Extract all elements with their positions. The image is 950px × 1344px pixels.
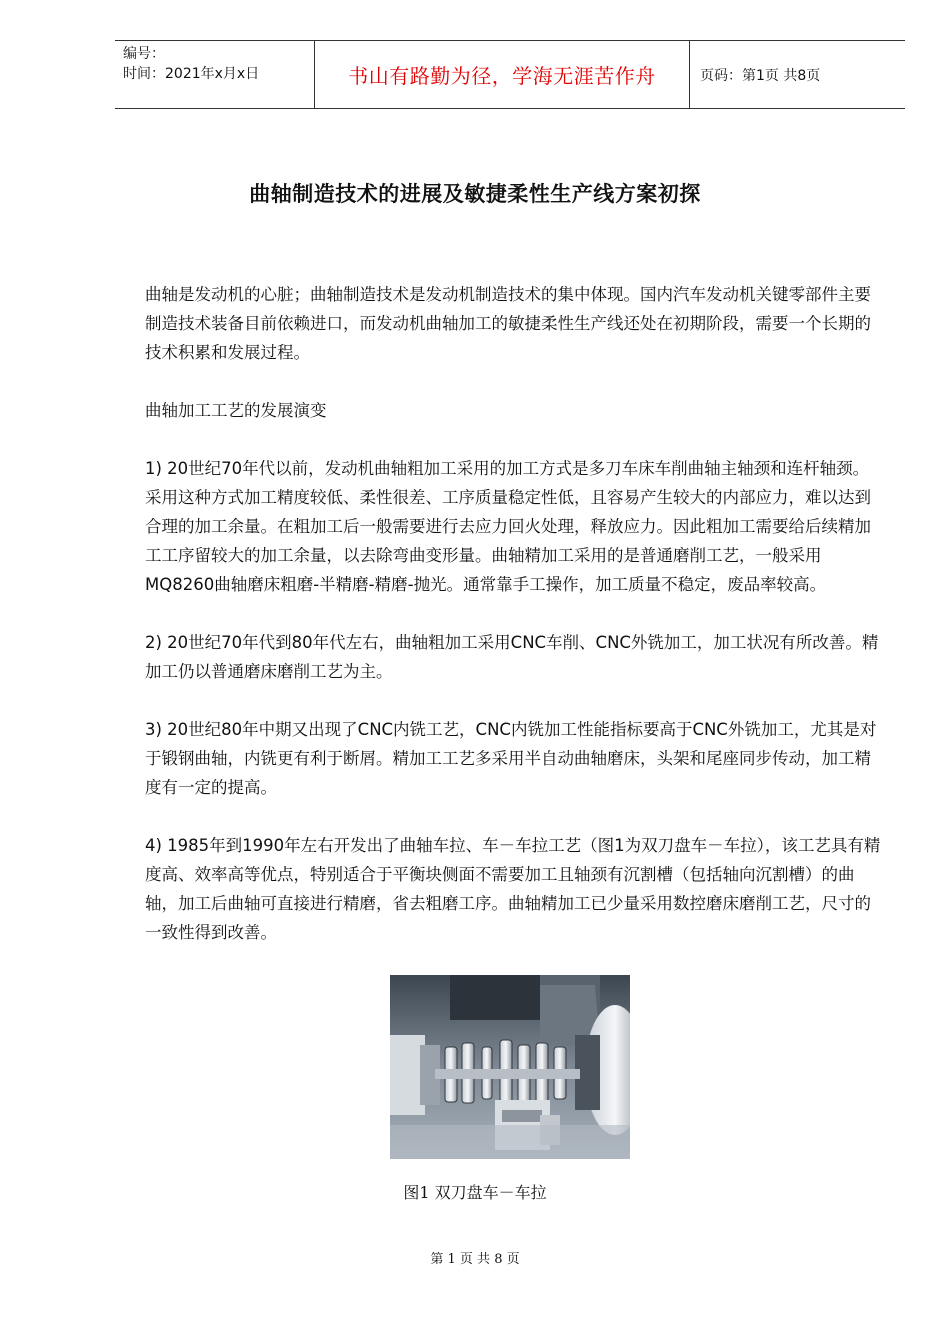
serial-label: 编号： (123, 46, 165, 62)
section-heading: 曲轴加工工艺的发展演变 (145, 401, 327, 420)
figure-caption: 图1 双刀盘车－车拉 (403, 1183, 547, 1202)
paragraph-item-2: 2) 20世纪70年代到80年代左右，曲轴粗加工采用CNC车削、CNC外铣加工，加工状况有所改善。精加工仍以普通磨床磨削工艺为主。 (145, 633, 879, 681)
document-body (145, 280, 885, 976)
crankshaft-photo-illustration (390, 975, 630, 1159)
crankshaft-machining-photo (390, 975, 630, 1159)
header-page-info: 页码：第1页 共8页 (700, 67, 821, 84)
paragraph-item-4: 4) 1985年到1990年左右开发出了曲轴车拉、车－车拉工艺（图1为双刀盘车－车拉），该工艺具有精度高、效率高等优点，特别适合于平衡块侧面不需要加工且轴颈有沉割槽（包括轴向沉割槽）的曲轴，加工后曲轴可直接进行精磨，省去粗磨工序。曲轴精加工已少量采用数控磨床磨削工艺，尺寸的一致性得到改善。 (145, 836, 881, 942)
time-label: 时间：2021年x月x日 (123, 66, 260, 82)
paragraph-intro: 曲轴是发动机的心脏；曲轴制造技术是发动机制造技术的集中体现。国内汽车发动机关键零部件主要制造技术装备目前依赖进口，而发动机曲轴加工的敏捷柔性生产线还处在初期阶段，需要一个长期的技术积累和发展过程。 (145, 285, 871, 362)
paragraph-item-1: 1) 20世纪70年代以前，发动机曲轴粗加工采用的加工方式是多刀车床车削曲轴主轴颈和连杆轴颈。采用这种方式加工精度较低、柔性很差、工序质量稳定性低，且容易产生较大的内部应力，难以达到合理的加工余量。在粗加工后一般需要进行去应力回火处理，释放应力。因此粗加工需要给后续精加工工序留较大的加工余量，以去除弯曲变形量。曲轴精加工采用的是普通磨削工艺，一般采用MQ8260曲轴磨床粗磨-半精磨-精磨-抛光。通常靠手工操作，加工质量不稳定，废品率较高。 (145, 459, 871, 594)
document-title: 曲轴制造技术的进展及敏捷柔性生产线方案初探 (249, 182, 701, 206)
header-motto: 书山有路勤为径，学海无涯苦作舟 (315, 41, 690, 108)
document-header (115, 40, 905, 109)
header-meta (115, 41, 315, 108)
page-footer: 第 1 页 共 8 页 (430, 1252, 520, 1267)
paragraph-item-3: 3) 20世纪80年中期又出现了CNC内铣工艺，CNC内铣加工性能指标要高于CNC外铣加工，尤其是对于锻钢曲轴，内铣更有利于断屑。精加工工艺多采用半自动曲轴磨床，头架和尾座同步传动，加工精度有一定的提高。 (145, 720, 877, 797)
